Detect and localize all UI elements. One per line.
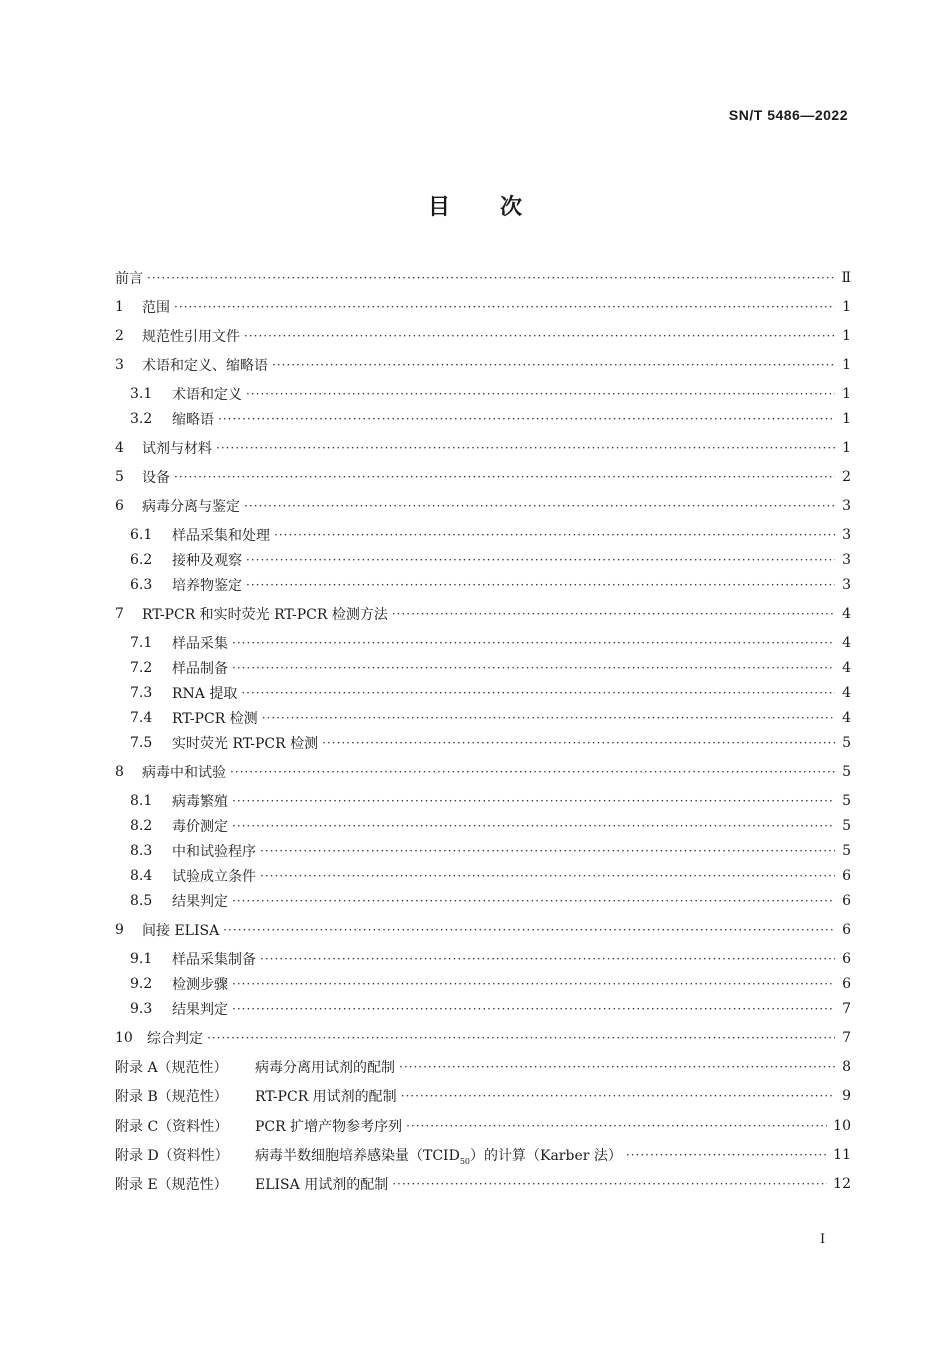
toc-leader-dots (218, 411, 835, 425)
toc-entry[interactable] (115, 1141, 851, 1169)
toc-entry-number: 附录 E（规范性） (115, 1177, 228, 1193)
toc-entry[interactable] (130, 571, 851, 599)
toc-entry-page: Ⅱ (841, 270, 851, 286)
toc-leader-dots (174, 299, 835, 313)
toc-entry-page: 6 (842, 868, 851, 884)
toc-entry[interactable] (115, 1170, 851, 1198)
toc-leader-dots (260, 843, 835, 857)
toc-entry-number: 9.1 (130, 951, 153, 967)
toc-entry[interactable] (130, 812, 851, 840)
toc-entry[interactable] (130, 970, 851, 998)
toc-leader-dots (392, 1176, 827, 1190)
toc-leader-dots (232, 818, 835, 832)
toc-entry-number: 10 (115, 1030, 133, 1046)
toc-entry-label: 病毒繁殖 (172, 794, 228, 810)
toc-entry-label: RNA 提取 (172, 686, 238, 702)
toc-entry-page: 1 (842, 357, 851, 373)
toc-entry-label: ELISA 用试剂的配制 (255, 1177, 389, 1193)
toc-entry-label: 样品采集和处理 (172, 528, 270, 544)
toc-entry-label: 试验成立条件 (172, 869, 256, 885)
toc-entry-page: 3 (842, 552, 851, 568)
toc-entry-page: 6 (842, 951, 851, 967)
toc-leader-dots (272, 357, 835, 371)
toc-entry-page: 7 (842, 1030, 851, 1046)
toc-entry-number: 8.4 (130, 868, 153, 884)
toc-entry-label: RT-PCR 用试剂的配制 (255, 1089, 397, 1105)
toc-entry-label: 规范性引用文件 (142, 329, 240, 345)
toc-entry-number: 9.2 (130, 976, 153, 992)
toc-entry-label: 中和试验程序 (172, 844, 256, 860)
toc-entry-number: 6.3 (130, 577, 153, 593)
toc-entry-number: 9 (115, 922, 124, 938)
toc-entry-label: 缩略语 (172, 412, 214, 428)
toc-entry-number: 6.2 (130, 552, 153, 568)
toc-entry-number: 8.3 (130, 843, 153, 859)
toc-entry-page: 6 (842, 976, 851, 992)
toc-entry[interactable] (115, 1024, 851, 1052)
toc-leader-dots (232, 893, 835, 907)
toc-entry-number: 1 (115, 299, 124, 315)
toc-entry-label: 检测步骤 (172, 977, 228, 993)
toc-entry-number: 附录 A（规范性） (115, 1060, 228, 1076)
toc-entry-number: 附录 B（规范性） (115, 1089, 228, 1105)
standard-number: SN/T 5486—2022 (728, 107, 848, 123)
toc-leader-dots (406, 1118, 827, 1132)
toc-leader-dots (322, 735, 835, 749)
toc-entry-label: 间接 ELISA (142, 923, 220, 939)
toc-entry-number: 6 (115, 498, 124, 514)
toc-leader-dots (207, 1030, 835, 1044)
toc-entry-label: 综合判定 (147, 1031, 203, 1047)
toc-entry[interactable] (115, 264, 851, 292)
toc-entry-number: 3 (115, 357, 124, 373)
toc-leader-dots (246, 386, 835, 400)
toc-entry-label: 样品采集制备 (172, 952, 256, 968)
toc-entry-number: 2 (115, 328, 124, 344)
toc-entry-number: 6.1 (130, 527, 153, 543)
toc-entry[interactable] (130, 729, 851, 757)
toc-leader-dots (147, 270, 835, 284)
toc-entry-number: 8 (115, 764, 124, 780)
toc-entry-label: 结果判定 (172, 1002, 228, 1018)
toc-entry-page: 4 (842, 606, 851, 622)
toc-entry-label: 接种及观察 (172, 553, 242, 569)
toc-entry[interactable] (115, 351, 851, 379)
toc-entry-page: 1 (842, 328, 851, 344)
toc-entry-number: 7.1 (130, 635, 153, 651)
toc-entry[interactable] (130, 995, 851, 1023)
toc-entry-page: 5 (842, 764, 851, 780)
toc-entry[interactable] (130, 862, 851, 890)
toc-leader-dots (399, 1059, 835, 1073)
toc-entry-number: 附录 C（资料性） (115, 1119, 229, 1135)
toc-entry-page: 1 (842, 299, 851, 315)
toc-entry[interactable] (130, 629, 851, 657)
toc-entry-label: 术语和定义、缩略语 (142, 358, 268, 374)
toc-leader-dots (174, 469, 835, 483)
toc-entry-page: 4 (842, 685, 851, 701)
toc-entry[interactable] (130, 837, 851, 865)
toc-entry-page: 1 (842, 411, 851, 427)
toc-entry[interactable] (130, 521, 851, 549)
toc-entry[interactable] (115, 293, 851, 321)
toc-entry[interactable] (130, 405, 851, 433)
page-title: 目次 (427, 195, 572, 220)
toc-entry-number: 附录 D（资料性） (115, 1148, 229, 1164)
toc-entry[interactable] (130, 704, 851, 732)
toc-entry-page: 4 (842, 635, 851, 651)
toc-entry-page: 1 (842, 386, 851, 402)
toc-entry[interactable] (115, 1082, 851, 1110)
toc-leader-dots (244, 498, 835, 512)
toc-leader-dots (260, 868, 835, 882)
toc-entry[interactable] (130, 887, 851, 915)
toc-entry-label: RT-PCR 检测 (172, 711, 258, 727)
toc-entry-label: 毒价测定 (172, 819, 228, 835)
toc-entry-number: 7.4 (130, 710, 153, 726)
toc-entry-number: 4 (115, 440, 124, 456)
toc-entry-label: PCR 扩增产物参考序列 (255, 1119, 403, 1135)
toc-entry-page: 3 (842, 577, 851, 593)
toc-entry[interactable] (115, 916, 851, 944)
toc-entry[interactable] (115, 1112, 851, 1140)
toc-entry-page: 12 (833, 1176, 851, 1192)
toc-leader-dots (241, 685, 835, 699)
toc-entry-number: 7.5 (130, 735, 153, 751)
toc-leader-dots (244, 328, 835, 342)
toc-entry-page: 3 (842, 498, 851, 514)
toc-entry-page: 11 (833, 1147, 851, 1163)
toc-entry[interactable] (130, 546, 851, 574)
toc-entry-number: 3.1 (130, 386, 153, 402)
toc-entry-label: 样品制备 (172, 661, 228, 677)
toc-entry-page: 7 (842, 1001, 851, 1017)
toc-leader-dots (274, 527, 835, 541)
toc-entry-label: 培养物鉴定 (172, 578, 242, 594)
toc-entry-number: 5 (115, 469, 124, 485)
toc-leader-dots (232, 1001, 835, 1015)
toc-leader-dots (260, 951, 835, 965)
toc-entry-label: 实时荧光 RT-PCR 检测 (172, 736, 319, 752)
toc-entry-label: 设备 (142, 470, 170, 486)
toc-entry[interactable] (130, 945, 851, 973)
toc-entry-page: 5 (842, 735, 851, 751)
toc-leader-dots (246, 577, 835, 591)
toc-entry-page: 5 (842, 818, 851, 834)
toc-entry[interactable] (130, 787, 851, 815)
toc-entry-number: 8.2 (130, 818, 153, 834)
toc-leader-dots (230, 764, 835, 778)
toc-entry-label: 样品采集 (172, 636, 228, 652)
toc-entry-number: 7.3 (130, 685, 153, 701)
toc-entry-number: 7 (115, 606, 124, 622)
toc-entry[interactable] (130, 654, 851, 682)
toc-entry-label: 试剂与材料 (142, 441, 212, 457)
toc-entry-label: 病毒中和试验 (142, 765, 226, 781)
toc-entry[interactable] (130, 380, 851, 408)
toc-leader-dots (223, 922, 835, 936)
toc-entry[interactable] (115, 463, 851, 491)
toc-entry[interactable] (130, 679, 851, 707)
toc-entry-number: 7.2 (130, 660, 153, 676)
toc-entry[interactable] (115, 758, 851, 786)
toc-entry-page: 3 (842, 527, 851, 543)
toc-entry-page: 6 (842, 893, 851, 909)
toc-leader-dots (232, 635, 835, 649)
toc-entry-label: 范围 (142, 300, 170, 316)
toc-entry-number: 9.3 (130, 1001, 153, 1017)
toc-leader-dots (232, 976, 835, 990)
toc-leader-dots (216, 440, 835, 454)
page-number: I (820, 1232, 826, 1247)
toc-entry-page: 8 (842, 1059, 851, 1075)
toc-entry-label: RT-PCR 和实时荧光 RT-PCR 检测方法 (142, 607, 388, 623)
toc-entry-label: 病毒半数细胞培养感染量$(TCID_{50})$的计算（Karber 法） (255, 1147, 622, 1166)
toc-leader-dots (232, 793, 835, 807)
toc-entry-page: 9 (842, 1088, 851, 1104)
toc-entry-label: 结果判定 (172, 894, 228, 910)
toc-entry[interactable] (115, 492, 851, 520)
toc-leader-dots (262, 710, 835, 724)
toc-entry-page: 6 (842, 922, 851, 938)
toc-entry-page: 10 (833, 1118, 851, 1134)
toc-entry-label: 术语和定义 (172, 387, 242, 403)
toc-entry-label: 病毒分离与鉴定 (142, 499, 240, 515)
toc-entry[interactable] (115, 600, 851, 628)
toc-entry-number: 3.2 (130, 411, 153, 427)
toc-entry-page: 5 (842, 843, 851, 859)
toc-entry-label: 前言 (115, 271, 143, 287)
toc-leader-dots (392, 606, 835, 620)
toc-entry-page: 4 (842, 710, 851, 726)
toc-entry-page: 1 (842, 440, 851, 456)
toc-entry[interactable] (115, 1053, 851, 1081)
toc-leader-dots (626, 1147, 827, 1161)
toc-entry[interactable] (115, 322, 851, 350)
toc-entry-number: 8.5 (130, 893, 153, 909)
toc-leader-dots (401, 1088, 835, 1102)
toc-entry-page: 4 (842, 660, 851, 676)
toc-entry-page: 5 (842, 793, 851, 809)
toc-leader-dots (246, 552, 835, 566)
toc-entry-label: 病毒分离用试剂的配制 (255, 1060, 395, 1076)
toc-entry-page: 2 (842, 469, 851, 485)
toc-leader-dots (232, 660, 835, 674)
toc-entry-number: 8.1 (130, 793, 153, 809)
toc-entry[interactable] (115, 434, 851, 462)
